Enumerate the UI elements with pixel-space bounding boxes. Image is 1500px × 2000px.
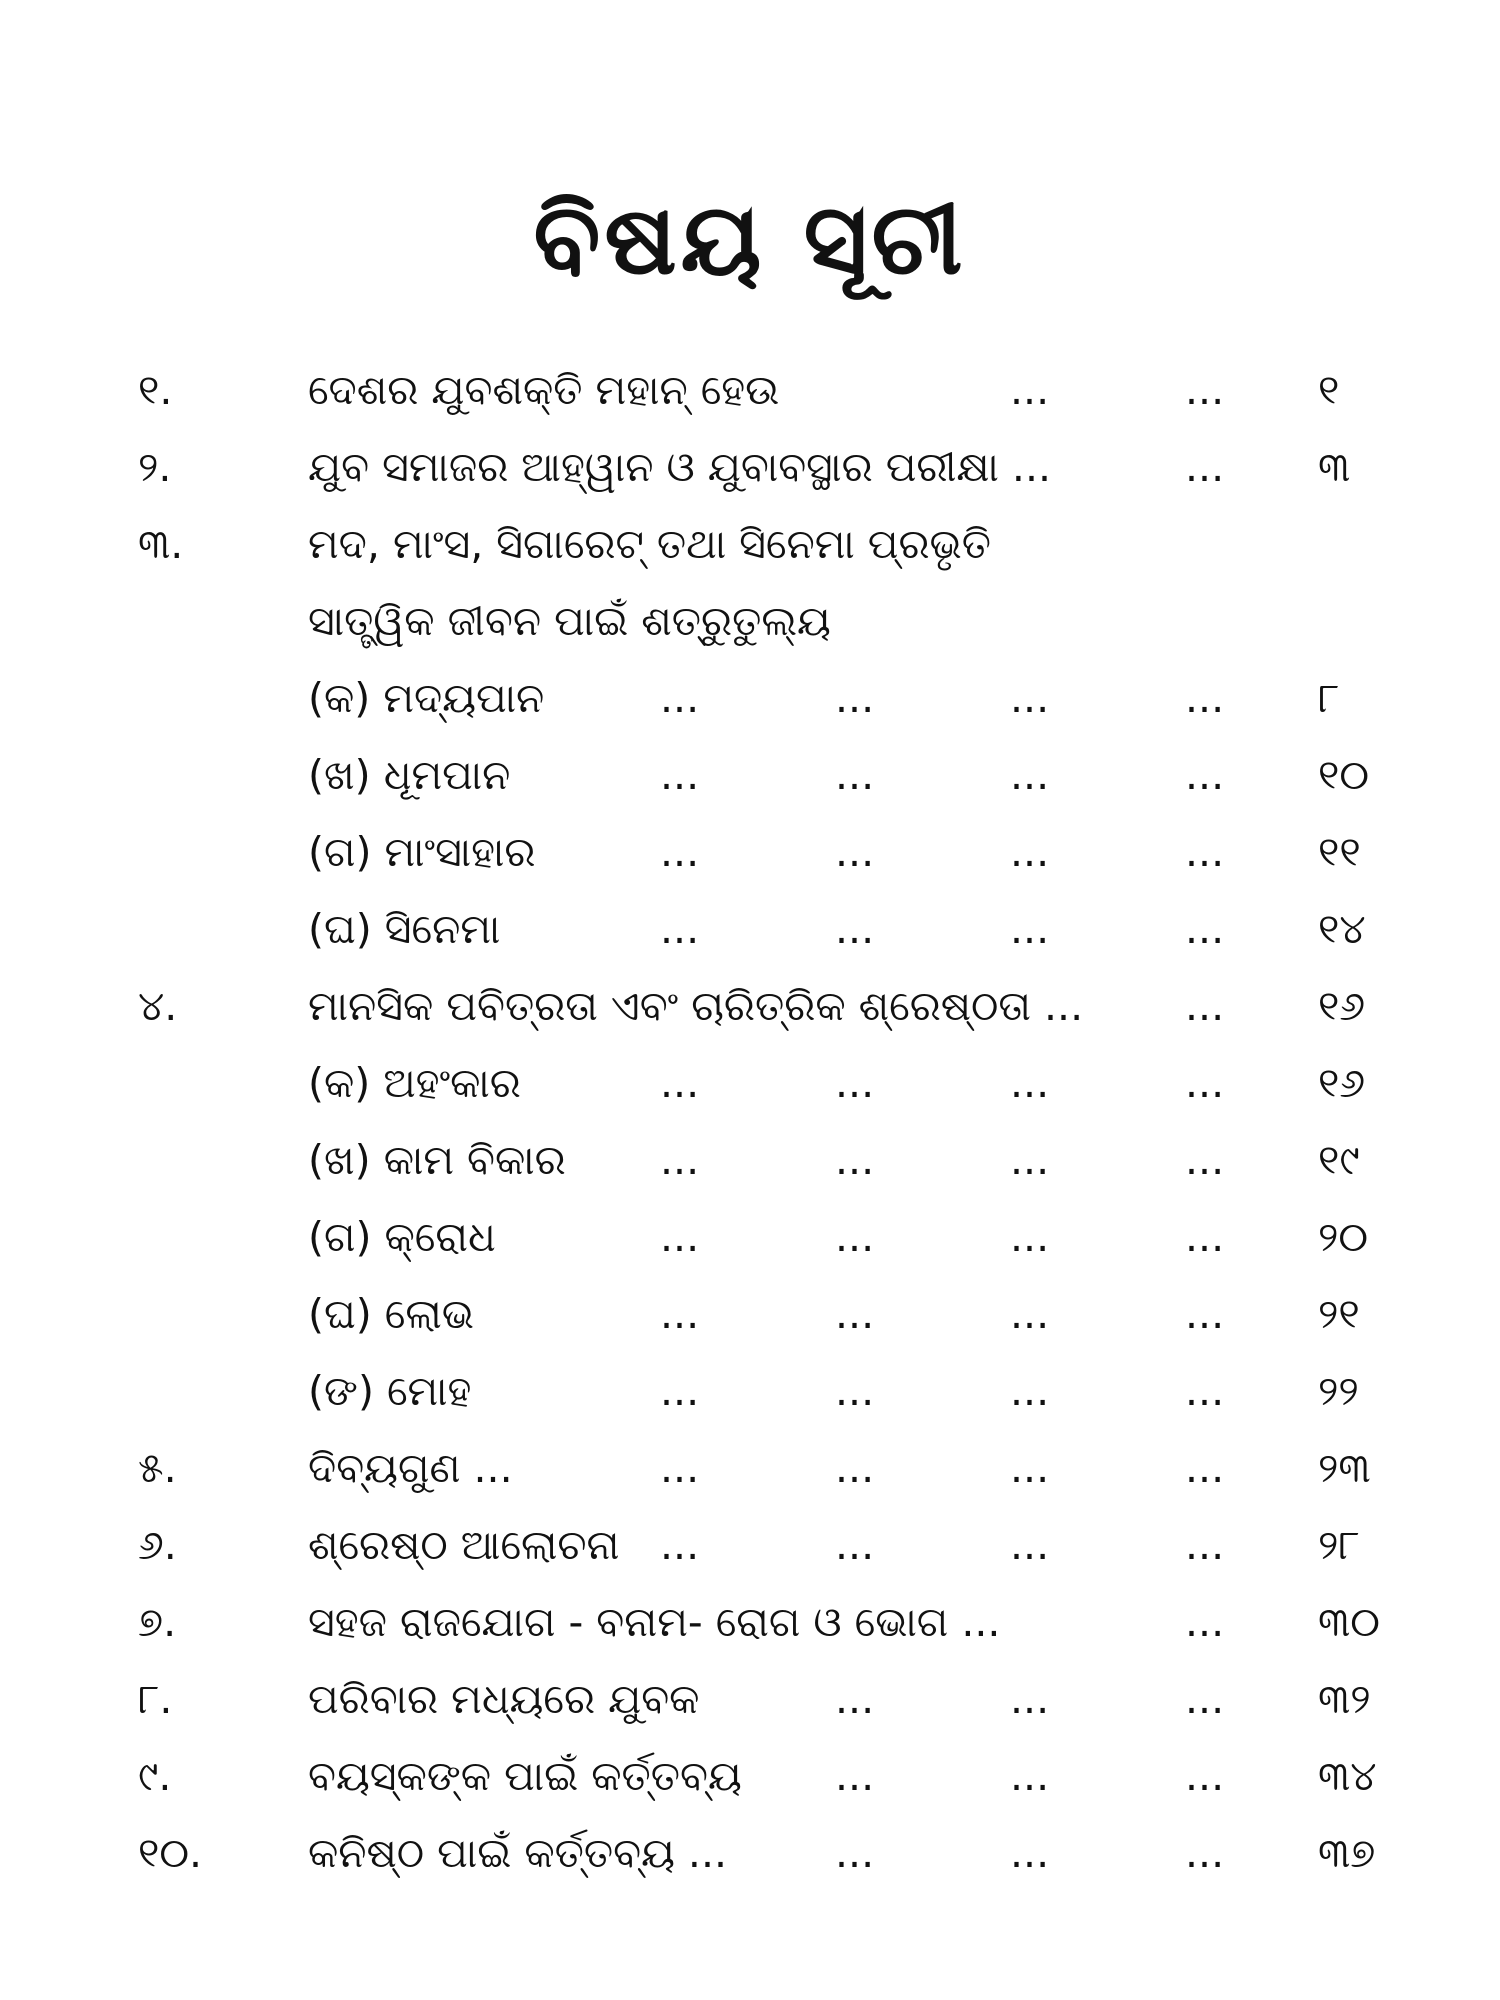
entry-title: ସହଜ ରାଜଯୋଗ - ବନାମ- ରୋଗ ଓ ଭୋଗ ... [308, 1598, 1001, 1646]
entry-number: ୮. [138, 1675, 173, 1723]
entry-title: ମଦ, ମାଂସ, ସିଗାରେଟ୍ ତଥା ସିନେମା ପ୍ରଭୃତି [308, 520, 992, 568]
entry-title: (ଗ) କ୍ରୋଧ [308, 1213, 496, 1261]
toc-entry [0, 1276, 1500, 1353]
leader-dots: ... [835, 674, 875, 722]
entry-title: (କ) ମଦ୍ୟପାନ [308, 674, 545, 722]
leader-dots: ... [660, 1213, 700, 1261]
leader-dots: ... [660, 828, 700, 876]
entry-title: ଦେଶର ଯୁବଶକ୍ତି ମହାନ୍ ହେଉ [308, 366, 780, 414]
entry-number: ୯. [138, 1752, 172, 1800]
entry-page-number: ୩୭ [1318, 1829, 1376, 1877]
leader-dots: ... [835, 1752, 875, 1800]
toc-entry [0, 1045, 1500, 1122]
leader-dots: ... [835, 1290, 875, 1338]
leader-dots: ... [1185, 1290, 1225, 1338]
leader-dots: ... [835, 1829, 875, 1877]
leader-dots: ... [835, 1136, 875, 1184]
leader-dots: ... [660, 1059, 700, 1107]
entry-title: (ଙ) ମୋହ [308, 1367, 472, 1415]
leader-dots: ... [1010, 1444, 1050, 1492]
leader-dots: ... [1185, 1213, 1225, 1261]
entry-page-number: ୩୪ [1318, 1752, 1377, 1800]
entry-title: (ଘ) ଲୋଭ [308, 1290, 475, 1338]
leader-dots: ... [660, 1136, 700, 1184]
toc-entry [0, 1507, 1500, 1584]
entry-page-number: ୮ [1318, 674, 1340, 722]
leader-dots: ... [1010, 674, 1050, 722]
toc-entry [0, 737, 1500, 814]
entry-title: ଶ୍ରେଷ୍ଠ ଆଲୋଚନା [308, 1521, 620, 1569]
leader-dots: ... [1010, 1752, 1050, 1800]
leader-dots: ... [1185, 751, 1225, 799]
leader-dots: ... [1010, 1136, 1050, 1184]
entry-title: ମାନସିକ ପବିତ୍ରତା ଏବଂ ଚାରିତ୍ରିକ ଶ୍ରେଷ୍ଠତା ... [308, 982, 1084, 1030]
entry-page-number: ୩୦ [1318, 1598, 1380, 1646]
entry-page-number: ୨୮ [1318, 1521, 1360, 1569]
toc-entry [0, 1430, 1500, 1507]
leader-dots: ... [1010, 366, 1050, 414]
leader-dots: ... [1010, 828, 1050, 876]
entry-title: (ଗ) ମାଂସାହାର [308, 828, 536, 876]
entry-page-number: ୧୧ [1318, 828, 1361, 876]
entry-number: ୪. [138, 982, 178, 1030]
leader-dots: ... [1010, 1367, 1050, 1415]
entry-number: ୨. [138, 443, 172, 491]
leader-dots: ... [1010, 1213, 1050, 1261]
leader-dots: ... [1185, 1521, 1225, 1569]
entry-page-number: ୩ [1318, 443, 1351, 491]
toc-entry [0, 1199, 1500, 1276]
leader-dots: ... [835, 751, 875, 799]
leader-dots: ... [1185, 1059, 1225, 1107]
toc-entry [0, 1353, 1500, 1430]
entry-page-number: ୨୦ [1318, 1213, 1369, 1261]
leader-dots: ... [1010, 1059, 1050, 1107]
entry-page-number: ୧୯ [1318, 1136, 1360, 1184]
toc-entry [0, 1661, 1500, 1738]
entry-number: ୫. [138, 1444, 177, 1492]
leader-dots: ... [835, 828, 875, 876]
entry-page-number: ୧୦ [1318, 751, 1370, 799]
page-title: ବିଷୟ ସୂଚୀ [533, 183, 967, 297]
leader-dots: ... [660, 751, 700, 799]
leader-dots: ... [1185, 828, 1225, 876]
leader-dots: ... [660, 1521, 700, 1569]
leader-dots: ... [835, 1213, 875, 1261]
leader-dots: ... [1185, 905, 1225, 953]
entry-page-number: ୨୧ [1318, 1290, 1360, 1338]
entry-page-number: ୧ [1318, 366, 1340, 414]
entry-title: (ଖ) ଧୂମପାନ [308, 751, 511, 799]
entry-page-number: ୩୨ [1318, 1675, 1371, 1723]
leader-dots: ... [660, 1444, 700, 1492]
leader-dots: ... [1185, 1675, 1225, 1723]
entry-title: ଦିବ୍ୟଗୁଣ ... [308, 1444, 513, 1492]
entry-number: ୧. [138, 366, 173, 414]
leader-dots: ... [835, 1675, 875, 1723]
leader-dots: ... [1010, 1675, 1050, 1723]
leader-dots: ... [835, 905, 875, 953]
leader-dots: ... [1010, 1521, 1050, 1569]
leader-dots: ... [835, 1444, 875, 1492]
entry-title: କନିଷ୍ଠ ପାଇଁ କର୍ତ୍ତବ୍ୟ ... [308, 1829, 728, 1877]
entry-number: ୬. [138, 1521, 177, 1569]
leader-dots: ... [1010, 905, 1050, 953]
leader-dots: ... [1185, 1829, 1225, 1877]
entry-title: (କ) ଅହଂକାର [308, 1059, 521, 1107]
toc-entry [0, 506, 1500, 583]
entry-number: ୭. [138, 1598, 177, 1646]
leader-dots: ... [1010, 1290, 1050, 1338]
toc-entry [0, 968, 1500, 1045]
entry-title: (ଘ) ସିନେମା [308, 905, 501, 953]
leader-dots: ... [835, 1367, 875, 1415]
leader-dots: ... [1185, 1367, 1225, 1415]
toc-entry [0, 1738, 1500, 1815]
toc-entry [0, 352, 1500, 429]
table-of-contents [0, 352, 1500, 1892]
entry-page-number: ୨୨ [1318, 1367, 1359, 1415]
entry-title: ଯୁବ ସମାଜର ଆହ୍ୱାନ ଓ ଯୁବାବସ୍ଥାର ପରୀକ୍ଷା ... [308, 443, 1052, 491]
leader-dots: ... [1185, 366, 1225, 414]
toc-entry [0, 1584, 1500, 1661]
toc-entry [0, 814, 1500, 891]
leader-dots: ... [1185, 1598, 1225, 1646]
toc-entry [0, 429, 1500, 506]
entry-page-number: ୧୪ [1318, 905, 1366, 953]
leader-dots: ... [835, 1059, 875, 1107]
entry-number: ୧୦. [138, 1829, 203, 1877]
entry-page-number: ୧୬ [1318, 982, 1366, 1030]
leader-dots: ... [660, 1290, 700, 1338]
leader-dots: ... [1185, 1136, 1225, 1184]
entry-title: ସାତ୍ତ୍ୱିକ ଜୀବନ ପାଇଁ ଶତ୍ରୁତୁଲ୍ୟ [308, 597, 831, 645]
leader-dots: ... [1185, 674, 1225, 722]
entry-title: ପରିବାର ମଧ୍ୟରେ ଯୁବକ [308, 1675, 700, 1723]
leader-dots: ... [1185, 1752, 1225, 1800]
toc-entry [0, 1815, 1500, 1892]
entry-page-number: ୨୩ [1318, 1444, 1371, 1492]
leader-dots: ... [1185, 1444, 1225, 1492]
entry-title: (ଖ) କାମ ବିକାର [308, 1136, 566, 1184]
leader-dots: ... [1185, 443, 1225, 491]
leader-dots: ... [1185, 982, 1225, 1030]
entry-page-number: ୧୬ [1318, 1059, 1366, 1107]
leader-dots: ... [1010, 751, 1050, 799]
leader-dots: ... [660, 1367, 700, 1415]
leader-dots: ... [660, 674, 700, 722]
toc-entry [0, 660, 1500, 737]
toc-entry [0, 583, 1500, 660]
leader-dots: ... [835, 1521, 875, 1569]
leader-dots: ... [1010, 1829, 1050, 1877]
entry-title: ବୟସ୍କଙ୍କ ପାଇଁ କର୍ତ୍ତବ୍ୟ [308, 1752, 742, 1800]
toc-entry [0, 1122, 1500, 1199]
leader-dots: ... [660, 905, 700, 953]
toc-entry [0, 891, 1500, 968]
entry-number: ୩. [138, 520, 184, 568]
